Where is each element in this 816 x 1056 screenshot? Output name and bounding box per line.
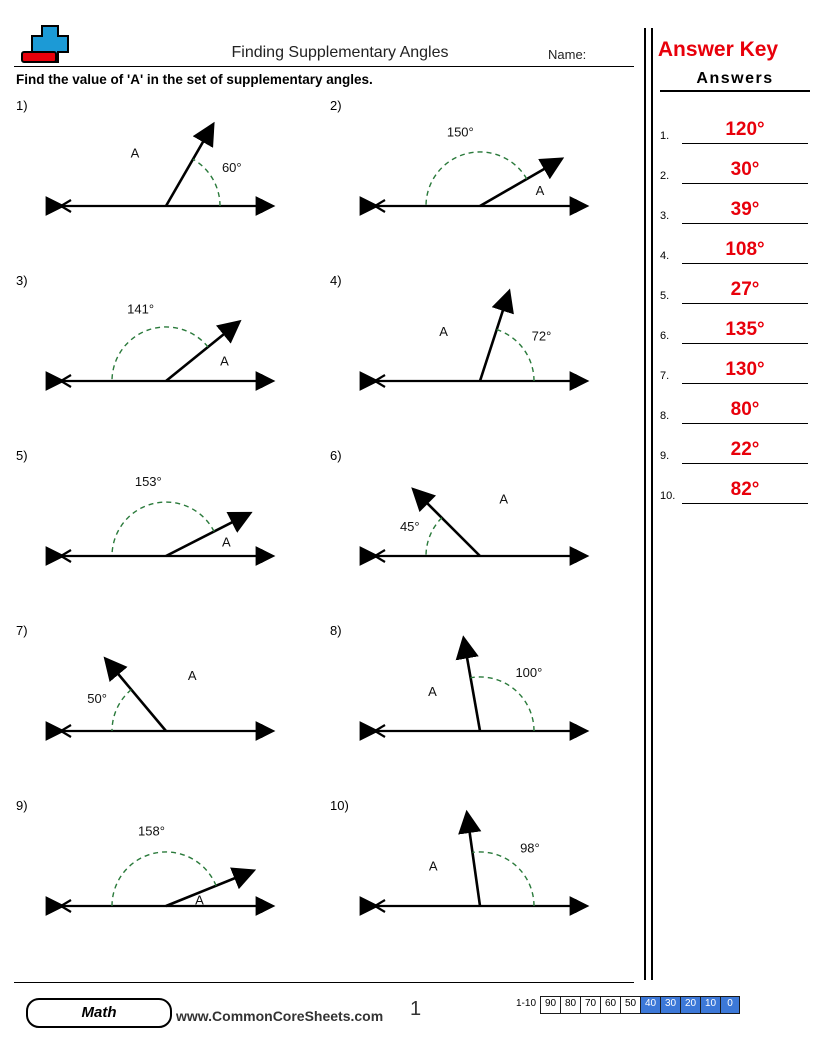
- problem-item: [330, 623, 630, 795]
- angle-diagram: [16, 448, 316, 620]
- given-angle-label: 158°: [138, 823, 165, 839]
- answer-rule: [682, 263, 808, 265]
- answer-number: 4.: [660, 250, 670, 262]
- scale-cell: 60: [600, 996, 620, 1014]
- instructions-text: Find the value of 'A' in the set of supplementary angles.: [16, 72, 373, 87]
- answer-row: [660, 150, 808, 184]
- answer-value: 82°: [730, 479, 760, 500]
- given-angle-label: 153°: [134, 474, 162, 490]
- problem-item: [16, 98, 316, 270]
- subject-badge: Math: [26, 998, 172, 1028]
- angle-diagram: [330, 798, 630, 970]
- page-header: [0, 0, 816, 66]
- angle-diagram: [330, 623, 630, 795]
- header-divider: [14, 66, 634, 67]
- answer-number: 8.: [660, 410, 670, 422]
- problem-item: [330, 273, 630, 445]
- problem-number: 10): [330, 798, 349, 813]
- angle-diagram: [16, 623, 316, 795]
- answer-rule: [682, 223, 808, 225]
- problem-number: 4): [330, 273, 342, 288]
- answer-rule: [682, 463, 808, 465]
- math-plus-logo-icon: [14, 24, 98, 64]
- angle-arc: [471, 677, 534, 731]
- answer-number: 3.: [660, 210, 670, 222]
- angle-diagram: [16, 273, 316, 445]
- answer-row: [660, 190, 808, 224]
- unknown-angle-label: A: [220, 353, 229, 369]
- problem-number: 8): [330, 623, 342, 638]
- angle-arc: [426, 518, 442, 556]
- unknown-angle-label: A: [187, 667, 197, 683]
- site-url: www.CommonCoreSheets.com: [176, 1008, 384, 1024]
- page-title: Finding Supplementary Angles: [231, 44, 449, 61]
- scale-cell: 20: [680, 996, 700, 1014]
- given-angle-label: 141°: [127, 301, 155, 317]
- answer-row: [660, 110, 808, 144]
- given-angle-label: 60°: [221, 160, 242, 175]
- angle-diagram: [330, 448, 630, 620]
- given-angle-label: 50°: [87, 690, 107, 706]
- unknown-angle-label: A: [195, 892, 204, 908]
- answer-column-divider-outer: [644, 28, 646, 980]
- problem-number: 7): [16, 623, 28, 638]
- unknown-angle-label: A: [439, 323, 448, 339]
- scale-cell: 0: [720, 996, 740, 1014]
- unknown-angle-label: A: [221, 534, 231, 550]
- angle-arc: [112, 502, 214, 556]
- problem-item: [16, 623, 316, 795]
- grading-scale: [512, 996, 740, 1014]
- answer-rule: [682, 503, 808, 505]
- name-label: Name:: [548, 47, 587, 62]
- unknown-angle-label: A: [499, 491, 509, 507]
- scale-cell: 40: [640, 996, 660, 1014]
- scale-cell: 70: [580, 996, 600, 1014]
- angle-arc: [193, 159, 220, 206]
- scale-range-label: 1-10: [516, 998, 537, 1009]
- answer-row: [660, 350, 808, 384]
- answer-rule: [682, 383, 808, 385]
- answer-number: 6.: [660, 330, 670, 342]
- problem-number: 5): [16, 448, 28, 463]
- answer-row: [660, 310, 808, 344]
- scale-cell: 80: [560, 996, 580, 1014]
- angle-ray: [480, 294, 508, 382]
- answer-row: [660, 270, 808, 304]
- answer-number: 5.: [660, 290, 670, 302]
- angle-ray: [166, 126, 212, 206]
- answer-number: 1.: [660, 130, 670, 142]
- problem-number: 9): [16, 798, 28, 813]
- answer-value: 130°: [725, 359, 765, 380]
- answer-rule: [682, 183, 808, 185]
- angle-ray: [415, 491, 480, 556]
- answer-row: [660, 230, 808, 264]
- answer-number: 7.: [660, 370, 670, 382]
- angle-ray: [464, 640, 480, 731]
- angle-diagram: [16, 98, 316, 270]
- angle-ray: [107, 661, 166, 732]
- problem-item: [16, 448, 316, 620]
- footer-divider: [14, 982, 634, 983]
- answer-value: 135°: [725, 319, 765, 340]
- unknown-angle-label: A: [428, 684, 437, 700]
- answer-row: [660, 470, 808, 504]
- answers-heading: Answers: [660, 70, 810, 92]
- problem-number: 6): [330, 448, 342, 463]
- angle-arc: [112, 690, 131, 731]
- answer-number: 2.: [660, 170, 670, 182]
- answer-rule: [682, 303, 808, 305]
- answer-value: 39°: [730, 199, 760, 220]
- answer-value: 30°: [730, 159, 760, 180]
- given-angle-label: 98°: [520, 840, 540, 856]
- answer-row: [660, 390, 808, 424]
- answer-column-divider-inner: [651, 28, 653, 980]
- angle-diagram: [330, 98, 630, 270]
- answer-rule: [682, 423, 808, 425]
- page-number: 1: [410, 998, 422, 1020]
- problem-item: [330, 448, 630, 620]
- answer-number: 10.: [660, 490, 676, 502]
- unknown-angle-label: A: [130, 145, 140, 161]
- scale-cell: 90: [540, 996, 560, 1014]
- problem-number: 3): [16, 273, 28, 288]
- answer-rule: [682, 143, 808, 145]
- problem-item: [330, 798, 630, 970]
- answer-row: [660, 430, 808, 464]
- answer-value: 120°: [725, 119, 765, 140]
- angle-ray: [467, 815, 480, 906]
- angle-arc: [473, 852, 535, 906]
- answer-value: 80°: [730, 399, 760, 420]
- given-angle-label: 72°: [531, 328, 552, 344]
- answer-key-badge: Answer Key: [657, 38, 779, 61]
- answer-value: 27°: [730, 279, 760, 300]
- scale-cell: 30: [660, 996, 680, 1014]
- answer-rule: [682, 343, 808, 345]
- angle-arc: [497, 330, 534, 381]
- problem-number: 1): [16, 98, 28, 113]
- given-angle-label: 45°: [399, 518, 420, 534]
- problem-item: [16, 273, 316, 445]
- angle-ray: [166, 323, 238, 381]
- answer-value: 22°: [730, 439, 760, 460]
- angle-ray: [480, 160, 560, 206]
- given-angle-label: 100°: [515, 664, 543, 680]
- angle-ray: [166, 872, 251, 907]
- scale-cell: 10: [700, 996, 720, 1014]
- answer-value: 108°: [725, 239, 765, 260]
- answer-number: 9.: [660, 450, 670, 462]
- problem-item: [330, 98, 630, 270]
- angle-arc: [112, 327, 208, 381]
- angle-diagram: [330, 273, 630, 445]
- angle-diagram: [16, 798, 316, 970]
- scale-cell: 50: [620, 996, 640, 1014]
- problem-item: [16, 798, 316, 970]
- problem-number: 2): [330, 98, 342, 113]
- unknown-angle-label: A: [535, 183, 545, 198]
- given-angle-label: 150°: [446, 124, 474, 140]
- angle-arc: [426, 152, 527, 206]
- unknown-angle-label: A: [428, 858, 438, 874]
